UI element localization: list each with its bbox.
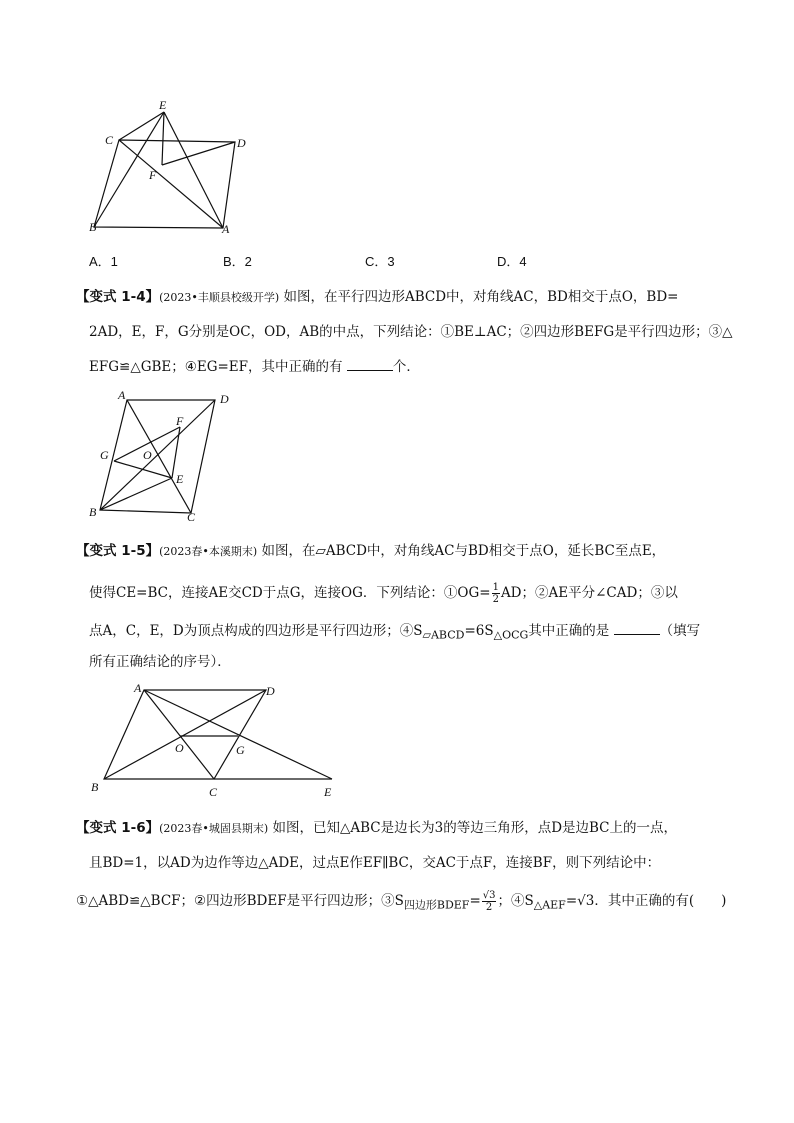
q15-answer-blank bbox=[614, 622, 660, 635]
fig2-label-D: D bbox=[220, 392, 229, 406]
fig2-label-F: F bbox=[176, 414, 184, 428]
fig2-label-A: A bbox=[118, 388, 126, 402]
choice-b: B．2 bbox=[223, 254, 252, 269]
fig2-label-E: E bbox=[176, 472, 184, 486]
choice-c: C．3 bbox=[365, 254, 395, 269]
q14-line2: 2AD，E，F，G分别是OC，OD，AB的中点，下列结论：①BE⊥AC；②四边形BEFG是平行四边形；③△ bbox=[89, 324, 733, 340]
q16-line3: ①△ABD≌△BCF；②四边形BDEF是平行四边形；$③S_{四边形BDEF}=$ $\frac{√3}{2}$ ；$④S_{\triangle AEF}=√3$．其中正确的有( ) bbox=[76, 890, 727, 913]
figure-1 bbox=[80, 95, 260, 240]
q15-line3: 点A，C，E，D为顶点构成的四边形是平行四边形；$④S_{▱ABCD}=6S_{\triangle OCG}$其中正确的是 （填写 bbox=[89, 623, 701, 642]
fig1-label-D: D bbox=[237, 136, 246, 150]
fig1-parallelogram bbox=[94, 140, 235, 228]
fig3-label-G: G bbox=[236, 743, 245, 757]
q14-line3: EFG≌△GBE；④EG=EF，其中正确的有 个． bbox=[89, 359, 420, 375]
fig3-label-D: D bbox=[266, 684, 275, 698]
fig1-label-A: A bbox=[222, 222, 230, 236]
figure-2 bbox=[86, 385, 236, 523]
q15-line2: 使得CE=BC，连接AE交CD于点G，连接OG．下列结论：①OG= $\frac{1}{2}$ AD；②AE平分∠CAD；③以 bbox=[89, 582, 678, 605]
fig2-label-C: C bbox=[187, 510, 196, 523]
fig3-label-E: E bbox=[324, 785, 332, 799]
q14-line1: 【变式 1-4】(2023•丰顺县校级开学) 如图，在平行四边形ABCD中，对角线AC，BD相交于点O，BD= bbox=[76, 289, 679, 305]
q16-line1: 【变式 1-6】(2023春•城固县期末) 如图，已知△ABC是边长为3的等边三角形，点D是边BC上的一点， bbox=[76, 820, 678, 836]
fig1-label-F: F bbox=[149, 168, 157, 182]
q14-answer-blank bbox=[347, 358, 393, 371]
fig2-label-O: O bbox=[143, 448, 152, 462]
choice-a: A．1 bbox=[89, 254, 118, 269]
figure-3 bbox=[86, 680, 346, 802]
fig3-label-O: O bbox=[175, 741, 184, 755]
fig1-label-C: C bbox=[105, 133, 114, 147]
fig1-label-E: E bbox=[159, 98, 167, 112]
fig2-label-G: G bbox=[100, 448, 109, 462]
fig1-label-B: B bbox=[89, 220, 97, 234]
fig3-label-C: C bbox=[209, 785, 218, 799]
q15-fraction: $\frac{1}{2}$ bbox=[492, 582, 499, 605]
fig3-label-A: A bbox=[134, 681, 142, 695]
q16-fraction: $\frac{√3}{2}$ bbox=[482, 890, 496, 913]
choice-d: D．4 bbox=[497, 254, 527, 269]
fig3-label-B: B bbox=[91, 780, 99, 794]
q15-line4: 所有正确结论的序号）． bbox=[89, 654, 231, 670]
q15-line1: 【变式 1-5】(2023春•本溪期末) 如图，在▱ABCD中，对角线AC与BD相交于点O，延长BC至点E， bbox=[76, 543, 666, 559]
fig2-label-B: B bbox=[89, 505, 97, 519]
q16-line2: 且BD=1，以AD为边作等边△ADE，过点E作EF∥BC，交AC于点F，连接BF，则下列结论中： bbox=[89, 855, 661, 871]
